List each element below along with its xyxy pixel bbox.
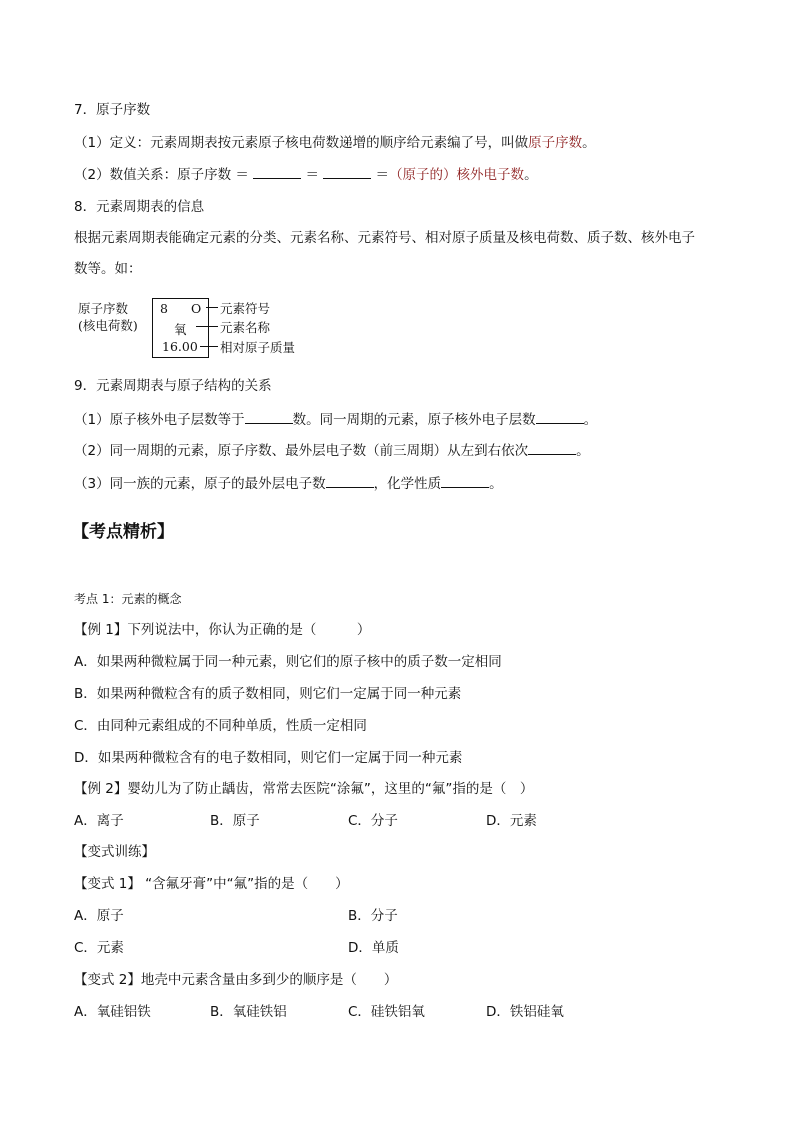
section-8-desc-2: 数等。如： <box>74 261 142 277</box>
relation-equals: ＝ <box>371 167 390 183</box>
answer-blank[interactable] <box>528 440 576 455</box>
question-text: （3）同一族的元素，原子的最外层电子数 <box>74 476 326 492</box>
section-8-desc-1: 根据元素周期表能确定元素的分类、元素名称、元素符号、相对原子质量及核电荷数、质子数、核外电子 <box>74 230 695 246</box>
example-2-option-a[interactable]: A．离子 <box>74 813 124 829</box>
example-1-option-c[interactable]: C．由同种元素组成的不同种单质，性质一定相同 <box>74 718 367 734</box>
variant-2-option-c[interactable]: C．硅铁铝氧 <box>348 1004 425 1020</box>
question-9-3 <box>74 473 503 494</box>
question-text: （1）原子核外电子层数等于 <box>74 412 245 428</box>
definition-suffix: 。 <box>582 135 596 151</box>
section-9-title: 9．元素周期表与原子结构的关系 <box>74 378 272 394</box>
pointer-line <box>206 307 218 308</box>
answer-blank[interactable] <box>441 473 489 488</box>
variant-1-option-c[interactable]: C．元素 <box>74 940 124 956</box>
answer-blank[interactable] <box>536 409 584 424</box>
section-8-title: 8．元素周期表的信息 <box>74 199 205 215</box>
answer-blank[interactable] <box>326 473 374 488</box>
pointer-line <box>196 326 218 327</box>
relation-line <box>74 164 538 185</box>
question-text: 。 <box>583 412 598 428</box>
variant-1-option-a[interactable]: A．原子 <box>74 908 124 924</box>
element-name: 氧 <box>174 322 187 337</box>
question-text: 。 <box>489 476 503 492</box>
nuclear-charge-label: (核电荷数) <box>78 318 138 333</box>
answer-blank[interactable] <box>245 409 293 424</box>
variant-2-option-d[interactable]: D．铁铝硅氧 <box>486 1004 564 1020</box>
symbol-label: 元素符号 <box>220 301 271 316</box>
relation-red-text: （原子的）核外电子数 <box>389 167 525 183</box>
example-2-stem: 【例 2】婴幼儿为了防止龋齿，常常去医院“涂氟”，这里的“氟”指的是（ ） <box>74 781 534 797</box>
variant-2-option-b[interactable]: B．氧硅铁铝 <box>210 1004 287 1020</box>
name-label: 元素名称 <box>220 320 271 335</box>
relation-equals: ＝ <box>301 167 324 183</box>
section-7-title: 7．原子序数 <box>74 102 151 118</box>
mass-label: 相对原子质量 <box>220 340 296 355</box>
section-heading: 【考点精析】 <box>72 522 174 542</box>
answer-blank[interactable] <box>323 164 371 179</box>
definition-term: 原子序数 <box>528 135 583 151</box>
example-1-option-b[interactable]: B．如果两种微粒含有的质子数相同，则它们一定属于同一种元素 <box>74 686 462 702</box>
definition-line <box>74 133 596 153</box>
example-2-option-b[interactable]: B．原子 <box>210 813 260 829</box>
atomic-number-label: 原子序数 <box>78 301 129 316</box>
variant-1-option-d[interactable]: D．单质 <box>348 940 399 956</box>
relation-text: （2）数值关系：原子序数 ＝ <box>74 167 254 183</box>
practice-heading: 【变式训练】 <box>74 844 155 860</box>
question-9-2 <box>74 440 590 461</box>
pointer-line <box>200 346 218 347</box>
example-1-option-a[interactable]: A．如果两种微粒属于同一种元素，则它们的原子核中的质子数一定相同 <box>74 654 502 670</box>
element-symbol: O <box>191 301 202 316</box>
example-1-stem: 【例 1】下列说法中，你认为正确的是（ ） <box>74 622 371 638</box>
example-2-option-c[interactable]: C．分子 <box>348 813 398 829</box>
key-point-1: 考点 1：元素的概念 <box>74 592 182 606</box>
relation-suffix: 。 <box>524 167 538 183</box>
answer-blank[interactable] <box>253 164 301 179</box>
example-2-option-d[interactable]: D．元素 <box>486 813 537 829</box>
variant-1-option-b[interactable]: B．分子 <box>348 908 398 924</box>
question-9-1 <box>74 409 597 430</box>
variant-2-option-a[interactable]: A．氧硅铝铁 <box>74 1004 151 1020</box>
example-1-option-d[interactable]: D．如果两种微粒含有的电子数相同，则它们一定属于同一种元素 <box>74 750 463 766</box>
question-text: 。 <box>576 443 590 459</box>
variant-1-stem: 【变式 1】 “含氟牙膏”中“氟”指的是（ ） <box>74 876 349 892</box>
element-number: 8 <box>160 301 168 316</box>
definition-text: （1）定义：元素周期表按元素原子核电荷数递增的顺序给元素编了号，叫做 <box>74 135 529 151</box>
element-mass: 16.00 <box>162 339 198 354</box>
variant-2-stem: 【变式 2】地壳中元素含量由多到少的顺序是（ ） <box>74 972 398 988</box>
element-cell <box>152 298 209 358</box>
question-text: （2）同一周期的元素，原子序数、最外层电子数（前三周期）从左到右依次 <box>74 443 529 459</box>
element-cell-diagram <box>74 296 334 360</box>
question-text: 数。同一周期的元素，原子核外电子层数 <box>292 412 536 428</box>
question-text: ，化学性质 <box>373 476 442 492</box>
